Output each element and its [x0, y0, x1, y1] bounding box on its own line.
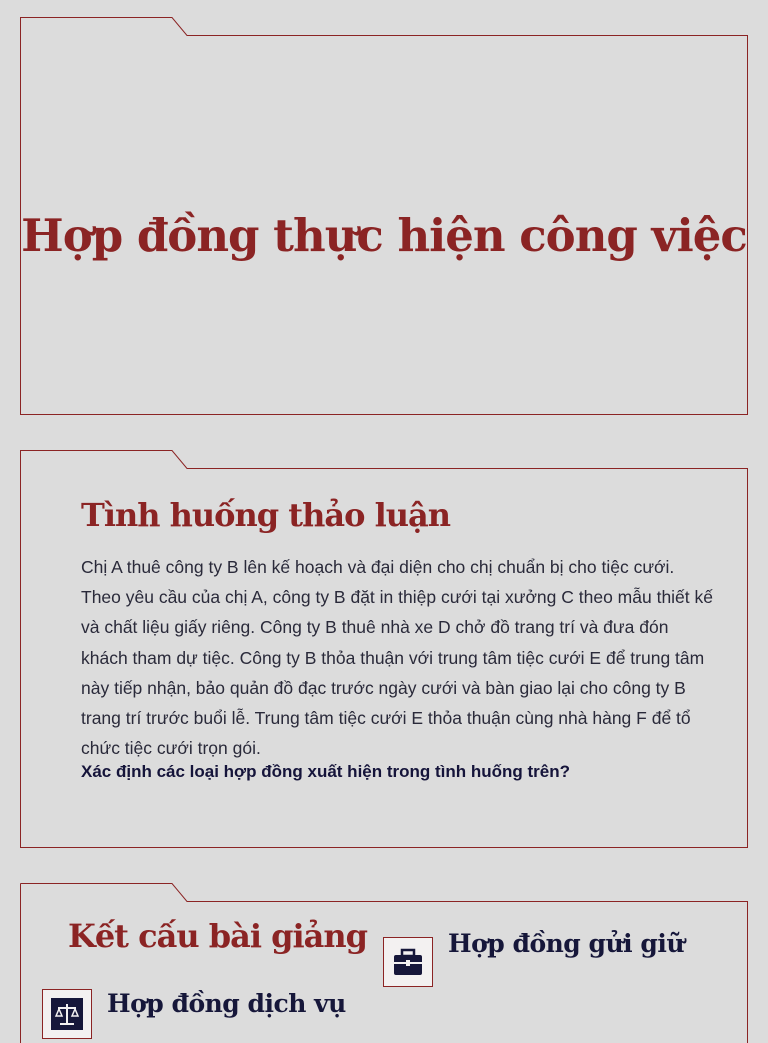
scales-icon — [42, 989, 92, 1039]
slide-title-card — [20, 17, 748, 415]
case-question: Xác định các loại hợp đồng xuất hiện trong tình huống trên? — [81, 762, 571, 781]
section-heading: Kết cấu bài giảng — [68, 917, 368, 955]
discussion-card — [20, 450, 748, 848]
outline-card — [20, 883, 748, 1043]
case-paragraph: Chị A thuê công ty B lên kế hoạch và đại diện cho chị chuẩn bị cho tiệc cưới. Theo yêu cầu của chị A, công ty B đặt in thiệp cưới tại xưởng C theo mẫu thiết kế và chất liệu giấy riêng. Công ty B thuê nhà xe D chở đồ trang trí và đưa đón khách tham dự tiệc. Công ty B thỏa thuận với trung tâm tiệc cưới E để trung tâm này tiếp nhận, bảo quản đồ đạc trước ngày cưới và bàn giao lại cho công ty B trang trí trước buổi lễ. Trung tâm tiệc cưới E thỏa thuận cùng nhà hàng F để tổ chức tiệc cưới trọn gói. — [81, 557, 713, 759]
briefcase-icon — [383, 937, 433, 987]
outline-item-label: Hợp đồng gửi giữ — [448, 929, 685, 958]
section-heading: Tình huống thảo luận — [81, 496, 450, 534]
page-title: Hợp đồng thực hiện công việc — [21, 209, 747, 262]
outline-item-label: Hợp đồng dịch vụ — [107, 989, 346, 1018]
